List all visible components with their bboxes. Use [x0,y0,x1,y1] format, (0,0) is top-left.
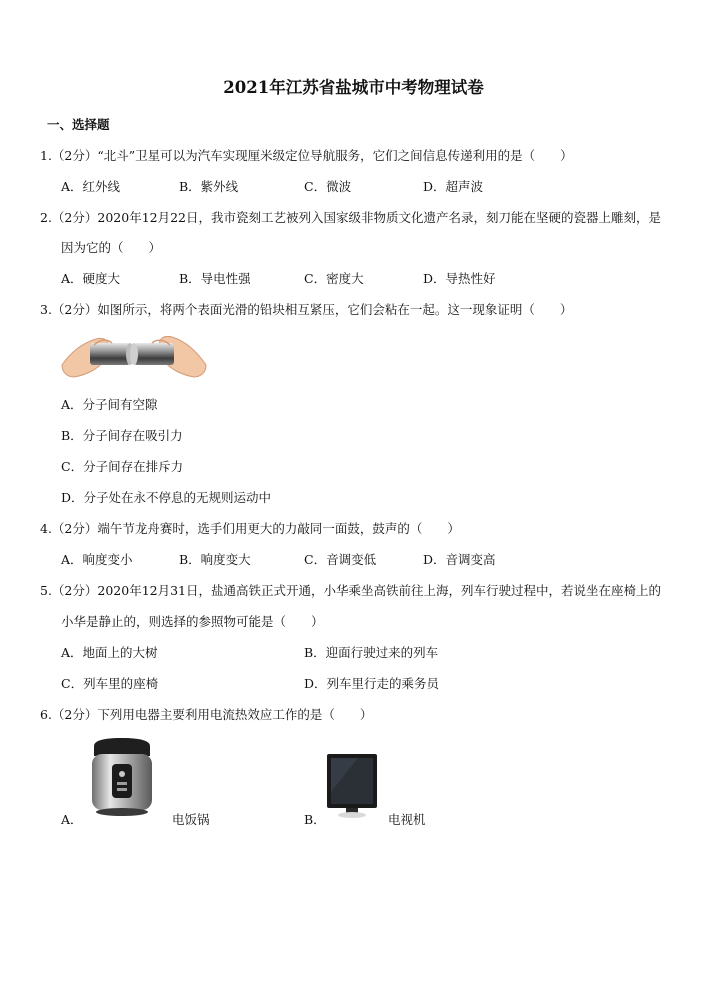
q5-option-b: B．迎面行驶过来的列车 [304,645,439,660]
lead-blocks-illustration [60,325,208,379]
question-4-stem: 4.（2分）端午节龙舟赛时，选手们用更大的力敲同一面鼓，鼓声的（ ） [40,521,460,536]
question-5-stem-line2: 小华是静止的，则选择的参照物可能是（ ） [61,614,324,629]
question-2-stem-line1: 2.（2分）2020年12月22日，我市瓷刻工艺被列入国家级非物质文化遗产名录，刻刀能在坚硬的瓷器上雕刻，是 [40,210,662,225]
q4-option-a: A．响度变小 [61,552,133,567]
q5-option-d: D．列车里行走的乘务员 [304,676,440,691]
question-1-stem: 1.（2分）“北斗”卫星可以为汽车实现厘米级定位导航服务，它们之间信息传递利用的是（ ） [40,148,573,163]
q4-option-c: C．音调变低 [304,552,377,567]
q6-option-b-label: 电视机 [388,812,426,827]
q3-option-d: D．分子处在永不停息的无规则运动中 [61,490,272,505]
q6-option-b-letter: B． [304,812,326,827]
q2-option-a: A．硬度大 [61,271,121,286]
q4-option-b: B．响度变大 [179,552,251,567]
q4-option-d: D．音调变高 [423,552,496,567]
question-3-stem: 3.（2分）如图所示，将两个表面光滑的铅块相互紧压，它们会粘在一起。这一现象证明（ ） [40,302,573,317]
q6-option-a-label: 电饭锅 [172,812,210,827]
q5-option-a: A．地面上的大树 [61,645,158,660]
q1-option-d: D．超声波 [423,179,484,194]
q2-option-b: B．导电性强 [179,271,251,286]
q2-option-d: D．导热性好 [423,271,496,286]
q1-option-b: B．紫外线 [179,179,239,194]
question-5-stem-line1: 5.（2分）2020年12月31日，盐通高铁正式开通，小华乘坐高铁前往上海，列车行驶过程中，若说坐在座椅上的 [40,583,662,598]
question-2-stem-line2: 因为它的（ ） [61,240,162,255]
television-icon [318,752,380,820]
q2-option-c: C．密度大 [304,271,364,286]
q5-option-c: C．列车里的座椅 [61,676,159,691]
q6-option-a-letter: A． [61,812,83,827]
rice-cooker-icon [86,734,158,818]
section-heading: 一、选择题 [47,117,110,132]
q3-option-a: A．分子间有空隙 [61,397,158,412]
q3-option-b: B．分子间存在吸引力 [61,428,183,443]
q3-option-c: C．分子间存在排斥力 [61,459,184,474]
q1-option-c: C．微波 [304,179,352,194]
q1-option-a: A．红外线 [61,179,121,194]
page-title: 2021年江苏省盐城市中考物理试卷 [223,78,484,97]
question-6-stem: 6.（2分）下列用电器主要利用电流热效应工作的是（ ） [40,707,373,722]
